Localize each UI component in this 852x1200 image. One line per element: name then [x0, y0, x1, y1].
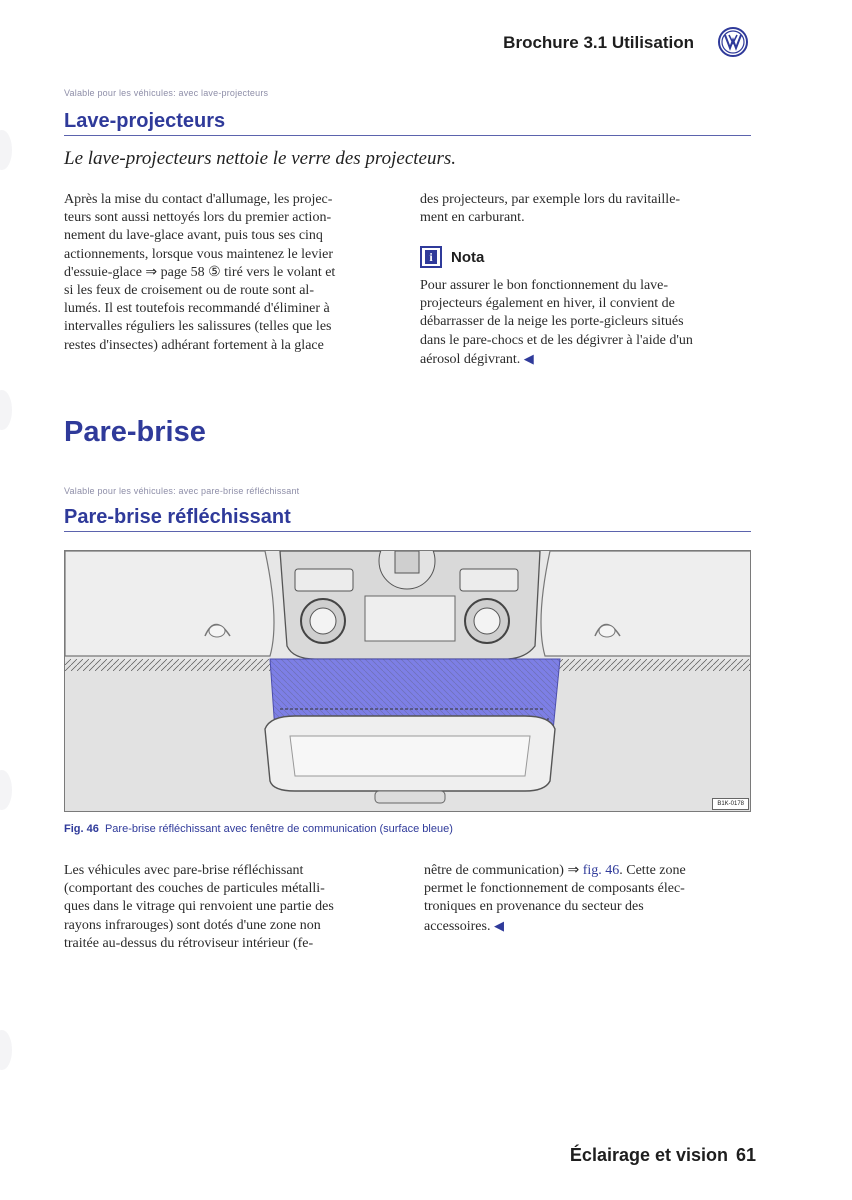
text-line: restes d'insectes) adhérant fortement à la glace — [64, 337, 324, 353]
running-header: Brochure 3.1 Utilisation — [503, 33, 694, 52]
body-column-left — [64, 862, 390, 953]
text-line: Pour assurer le bon fonctionnement du lave- — [420, 278, 669, 293]
body-column-right — [420, 191, 750, 227]
title-rule — [64, 531, 751, 532]
validity-note: Valable pour les véhicules: avec pare-brise réfléchissant — [64, 486, 300, 496]
text-line: permet le fonctionnement de composants élec- — [424, 881, 685, 897]
figure-code: B1K-0178 — [712, 798, 749, 810]
text-line: intervalles réguliers les salissures (telles que les — [64, 319, 332, 335]
end-marker-icon: ◀ — [523, 350, 534, 366]
text-line: ques dans le vitrage qui renvoient une partie des — [64, 899, 334, 915]
section-title: Pare-brise réfléchissant — [64, 506, 291, 528]
page-number: 61 — [735, 1145, 756, 1165]
section-title: Lave-projecteurs — [64, 110, 226, 132]
title-rule — [64, 135, 751, 136]
text-line: ment en carburant. — [420, 210, 525, 226]
edge-mark — [0, 1030, 12, 1070]
text-line: rayons infrarouges) sont dotés d'une zone non — [64, 917, 321, 933]
text-line: accessoires. — [424, 918, 491, 934]
text-line: débarrasser de la neige les porte-gicleurs situés — [420, 314, 684, 330]
caption-text: Pare-brise réfléchissant avec fenêtre de communication (surface bleue) — [104, 823, 453, 835]
text-line: projecteurs également en hiver, il convient de — [420, 296, 675, 312]
figure-caption — [64, 823, 453, 835]
text-line: des projecteurs, par exemple lors du ravitaille- — [420, 192, 681, 207]
text-line: (comportant des couches de particules métalli- — [64, 881, 325, 897]
windshield-illustration — [65, 551, 751, 812]
chapter-title: Pare-brise — [64, 416, 206, 448]
lead-sentence: Le lave-projecteurs nettoie le verre des projecteurs. — [64, 148, 457, 169]
footer-chapter-title: Éclairage et vision — [569, 1145, 728, 1165]
text-line: dans le pare-chocs et de les dégivrer à l'aide d'un — [420, 332, 693, 348]
nota-label: Nota — [451, 249, 485, 266]
figure-reference-link[interactable]: fig. 46 — [582, 863, 620, 878]
nota-text — [420, 277, 750, 369]
vw-logo-icon — [718, 27, 748, 57]
text-line: lumés. Il est toutefois recommandé d'éliminer à — [64, 301, 330, 317]
text-line: teurs sont aussi nettoyés lors du premier action- — [64, 210, 332, 226]
body-column-left — [64, 191, 390, 355]
text-line: traitée au-dessus du rétroviseur intérieur (fe- — [64, 935, 314, 951]
body-column-right — [424, 862, 750, 936]
text-line: Les véhicules avec pare-brise réfléchissant — [64, 863, 304, 878]
edge-mark — [0, 130, 12, 170]
info-icon: i — [420, 246, 442, 268]
text-line: Après la mise du contact d'allumage, les projec- — [64, 192, 333, 207]
edge-mark — [0, 770, 12, 810]
figure-number: Fig. 46 — [64, 823, 99, 835]
text-line: d'essuie-glace ⇒ page 58 ⑤ tiré vers le volant et — [64, 264, 336, 280]
text-line: actionnements, lorsque vous maintenez le levier — [64, 246, 334, 262]
edge-mark — [0, 390, 12, 430]
validity-note: Valable pour les véhicules: avec lave-projecteurs — [64, 88, 269, 98]
text-line: aérosol dégivrant. — [420, 351, 521, 367]
text-line: nement du lave-glace avant, puis tous ses cinq — [64, 228, 323, 244]
figure-windshield — [64, 550, 751, 812]
text-line: nêtre de communication) ⇒ fig. 46. Cette zone — [424, 863, 686, 878]
text-line: troniques en provenance du secteur des — [424, 899, 644, 915]
end-marker-icon: ◀ — [493, 917, 504, 933]
text-line: si les feux de croisement ou de route sont al- — [64, 283, 314, 299]
